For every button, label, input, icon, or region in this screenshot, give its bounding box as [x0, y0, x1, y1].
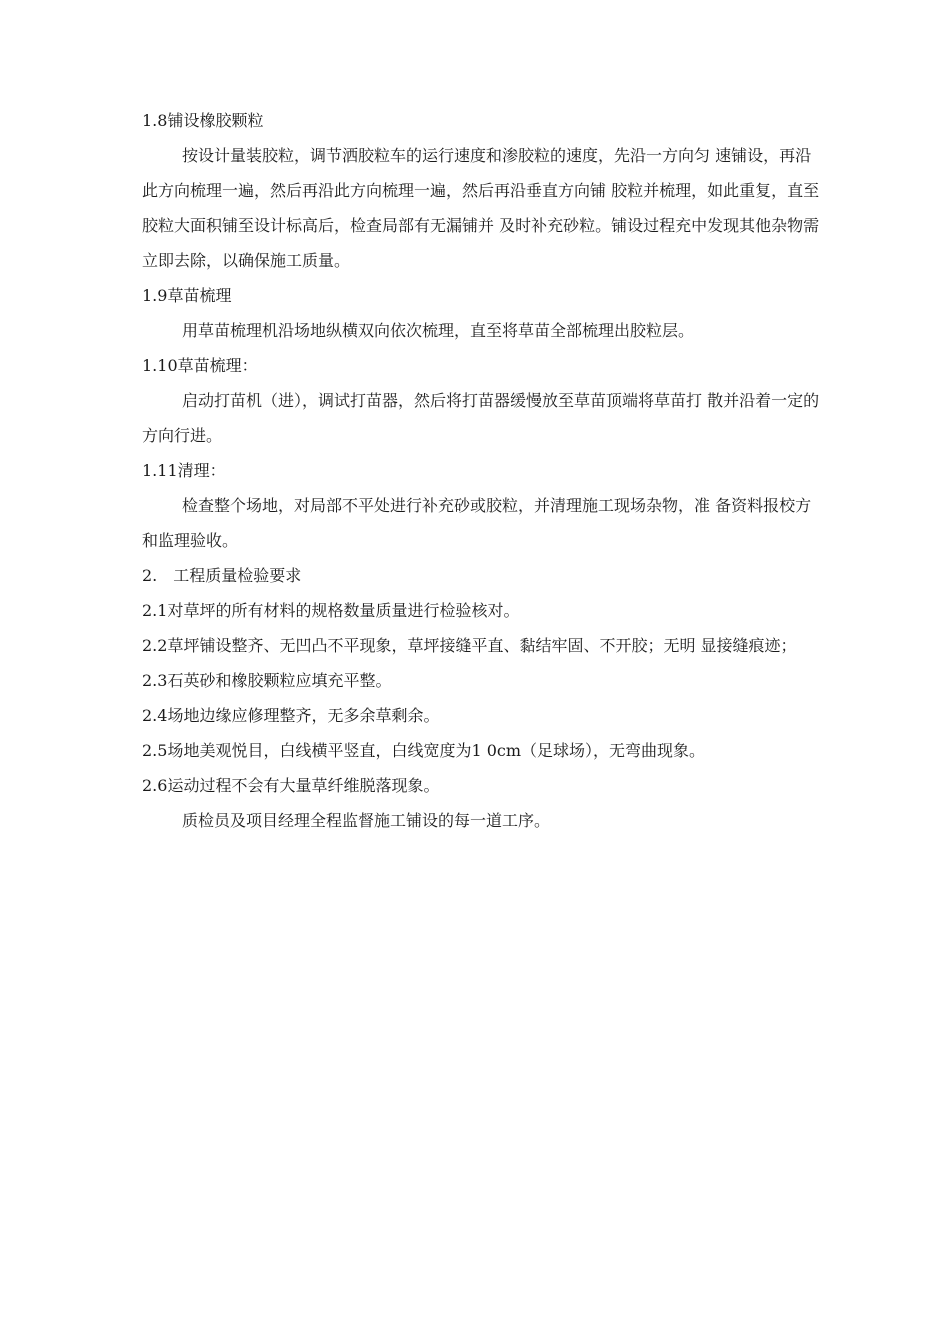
paragraph-rubber-granules: 按设计量装胶粒，调节洒胶粒车的运行速度和渗胶粒的速度，先沿一方向匀 速铺设，再沿此方向梳理一遍，然后再沿此方向梳理一遍，然后再沿垂直方向铺 胶粒并梳理，如此重复，直至胶粒大面积铺至设计标高后，检查局部有无漏铺并 及时补充砂粒。铺设过程充中发现其他杂物需立即去除，以确保施工质量。: [142, 146, 820, 270]
section-heading-1-9: 1.9草苗梳理: [142, 286, 232, 305]
requirement-2-4: 2.4场地边缘应修理整齐，无多余草剩余。: [142, 706, 440, 725]
paragraph-supervision: 质检员及项目经理全程监督施工铺设的每一道工序。: [182, 811, 551, 830]
requirement-2-2: 2.2草坪铺设整齐、无凹凸不平现象，草坪接缝平直、黏结牢固、不开胶；无明 显接缝痕迹；: [142, 636, 797, 655]
requirement-2-3: 2.3石英砂和橡胶颗粒应填充平整。: [142, 671, 392, 690]
requirement-2-5: 2.5场地美观悦目，白线横平竖直，白线宽度为1 0cm（足球场），无弯曲现象。: [142, 741, 706, 760]
requirement-2-6: 2.6运动过程不会有大量草纤维脱落现象。: [142, 776, 440, 795]
section-heading-1-11: 1.11清理：: [142, 461, 226, 480]
section-heading-1-8: 1.8铺设橡胶颗粒: [142, 111, 264, 130]
requirement-2-1: 2.1对草坪的所有材料的规格数量质量进行检验核对。: [142, 601, 520, 620]
paragraph-grass-combing: 用草苗梳理机沿场地纵横双向依次梳理，直至将草苗全部梳理出胶粒层。: [182, 321, 695, 340]
paragraph-cleanup: 检查整个场地，对局部不平处进行补充砂或胶粒，并清理施工现场杂物，准 备资料报校方和监理验收。: [142, 496, 812, 550]
document-body: [142, 103, 822, 838]
section-heading-2: 2. 工程质量检验要求: [142, 566, 302, 585]
paragraph-grass-beating: 启动打苗机（进），调试打苗器，然后将打苗器缓慢放至草苗顶端将草苗打 散并沿着一定的方向行进。: [142, 391, 820, 445]
section-heading-1-10: 1.10草苗梳理：: [142, 356, 258, 375]
